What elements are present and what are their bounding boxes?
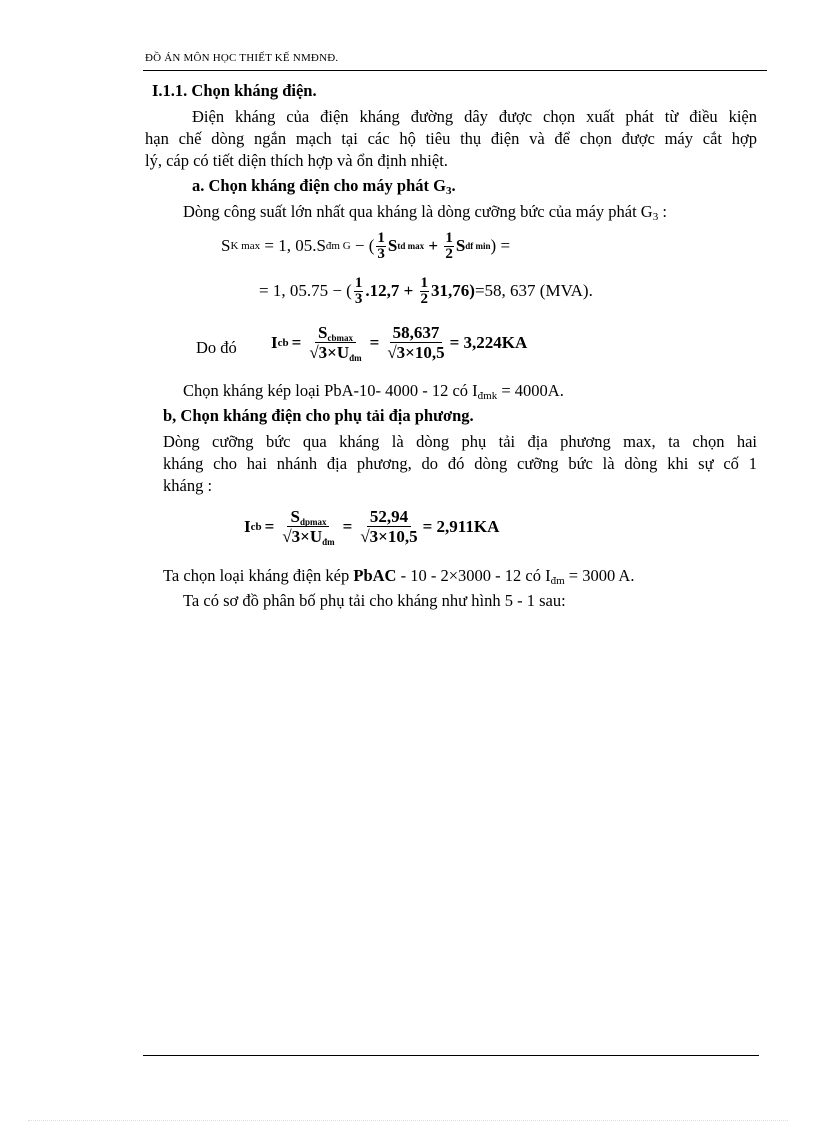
part-b-line-3: kháng :	[163, 476, 213, 495]
part-a-choose-end: = 4000A.	[497, 381, 564, 400]
part-b-choose-c: - 10 - 2×3000 - 12 có I	[396, 566, 551, 585]
part-b-last: Ta có sơ đồ phân bố phụ tải cho kháng như hình 5 - 1 sau:	[183, 591, 566, 610]
intro-line-2: hạn chế dòng ngắn mạch tại các hộ tiêu thụ điện và để chọn được máy cắt hợp	[145, 129, 757, 148]
eq3-equals-2: =	[369, 333, 380, 352]
eq1-frac-1-2	[444, 231, 454, 262]
frac-num: 1	[445, 229, 453, 246]
page-header: ĐỒ ÁN MÔN HỌC THIẾT KẾ NMĐNĐ.	[145, 52, 339, 64]
eq3-f1-num-text: S	[317, 322, 328, 342]
eq4-frac-1	[279, 508, 337, 547]
eq1-plus: +	[424, 236, 443, 255]
eq2-b: 31,76)	[431, 281, 475, 300]
frac-num: 1	[420, 274, 429, 291]
eq1-end: ) =	[490, 236, 511, 255]
part-a-heading	[192, 175, 456, 197]
page-edge-dots	[28, 1120, 788, 1121]
part-b-choose-b: PbAC	[353, 566, 397, 585]
eq4-equals: =	[264, 517, 275, 536]
part-b-heading: b, Chọn kháng điện cho phụ tải địa phương.	[163, 406, 474, 425]
frac-num: 1	[354, 274, 363, 291]
frac-den: 2	[445, 245, 453, 262]
header-rule	[143, 70, 767, 71]
eq3-f1-den-sub: đm	[349, 352, 362, 363]
eq3-f2-num: 58,637	[390, 324, 443, 343]
eq1-minus: − (	[350, 236, 375, 255]
eq4-f1-den-text: √3×U	[282, 526, 323, 546]
eq3-frac-2	[384, 324, 447, 363]
part-a-line-1-text: Dòng công suất lớn nhất qua kháng là dòng cưỡng bức của máy phát G	[183, 202, 653, 221]
eq2-start: = 1, 05.75 − (	[259, 281, 352, 300]
frac-den: 2	[420, 290, 429, 307]
eq4-f1-den-sub: đm	[322, 536, 335, 547]
footer-rule	[143, 1055, 759, 1056]
part-a-choose-text: Chọn kháng kép loại PbA-10- 4000 - 12 có I	[183, 381, 478, 400]
eq3-f1-num-sub: cbmax	[327, 332, 353, 343]
eq4-equals-2: =	[342, 517, 353, 536]
part-a-line-1-end: :	[658, 202, 667, 221]
eq4-f1-den	[279, 527, 337, 547]
eq3-equals: =	[291, 333, 302, 352]
frac-den: 3	[377, 245, 385, 262]
eq4-result: = 2,911KA	[422, 517, 500, 536]
do-do-label: Do đó	[196, 338, 237, 357]
eq1-t1: S	[387, 236, 398, 255]
eq3-f1-den	[306, 343, 364, 363]
equation-4: I cb = $\frac{S_{dpmax}}{√3\times U_{đm}}$ = $\frac{52,94}{√3\times 10,5}$ = 2,911KA	[244, 506, 500, 547]
eq1-t2: S	[455, 236, 466, 255]
eq4-f2-num: 52,94	[367, 508, 411, 527]
eq2-a: .12,7 +	[365, 281, 418, 300]
eq4-f1-num	[287, 508, 329, 527]
part-b-choose-sub: đm	[550, 575, 565, 587]
eq1-lhs: S	[221, 236, 231, 255]
intro-line-3: lý, cáp có tiết diện thích hợp và ổn định nhiệt.	[145, 151, 448, 170]
eq2-frac-1-2	[420, 276, 430, 307]
intro-line-1: Điện kháng của điện kháng đường dây được chọn xuất phát từ điều kiện	[192, 107, 757, 126]
frac-num: 1	[377, 229, 385, 246]
eq4-f1-num-sub: dpmax	[299, 516, 327, 527]
eq3-f1-den-text: √3×U	[309, 342, 350, 362]
eq2-frac-1-3	[354, 276, 364, 307]
eq1-frac-1-3	[376, 231, 386, 262]
part-a-heading-end: .	[451, 176, 456, 195]
eq4-f1-num-text: S	[290, 506, 300, 526]
eq4-frac-2	[357, 508, 420, 547]
part-a-choose-sub: đmk	[477, 390, 498, 402]
eq3-f2-den: √3×10,5	[387, 342, 445, 362]
eq3-f1-num	[315, 324, 356, 343]
frac-den: 3	[354, 290, 363, 307]
part-b-choose-a: Ta chọn loại kháng điện kép	[163, 566, 354, 585]
part-a-line-1	[183, 201, 667, 223]
eq1-mid: = 1, 05.S	[260, 236, 326, 255]
part-a-heading-text: a. Chọn kháng điện cho máy phát G	[192, 176, 446, 195]
eq2-result: =58, 637 (MVA).	[474, 281, 593, 300]
part-b-line-1: Dòng cưỡng bức qua kháng là dòng phụ tải địa phương max, ta chọn hai	[163, 432, 757, 451]
eq3-frac-1	[306, 324, 364, 363]
eq3-icb: I	[271, 333, 278, 352]
eq4-f2-den: √3×10,5	[360, 526, 418, 546]
part-a-heading-sub: 3	[446, 185, 452, 197]
part-b-line-2: kháng cho hai nhánh địa phương, do đó dòng cưỡng bức là dòng khi sự cố 1	[163, 454, 757, 473]
equation-2	[259, 271, 593, 311]
part-b-choose-end: = 3000 A.	[564, 566, 635, 585]
eq3-result: = 3,224KA	[449, 333, 528, 352]
equation-1: S K max = 1, 05.S đm G − ( $\frac{1}{3}$ S td max + $\frac{1}{2}$ S df min ) =	[221, 229, 511, 262]
section-heading: I.1.1. Chọn kháng điện.	[152, 81, 317, 100]
part-a-choose	[183, 380, 564, 402]
part-a-line-1-sub: 3	[652, 211, 659, 223]
eq4-icb: I	[244, 517, 251, 536]
equation-3: I cb = $\frac{S_{cbmax}}{√3\times U_{đm}}$ = $\frac{58,637}{√3\times 10,5}$ = 3,224KA	[271, 322, 528, 363]
part-b-choose	[163, 565, 634, 587]
